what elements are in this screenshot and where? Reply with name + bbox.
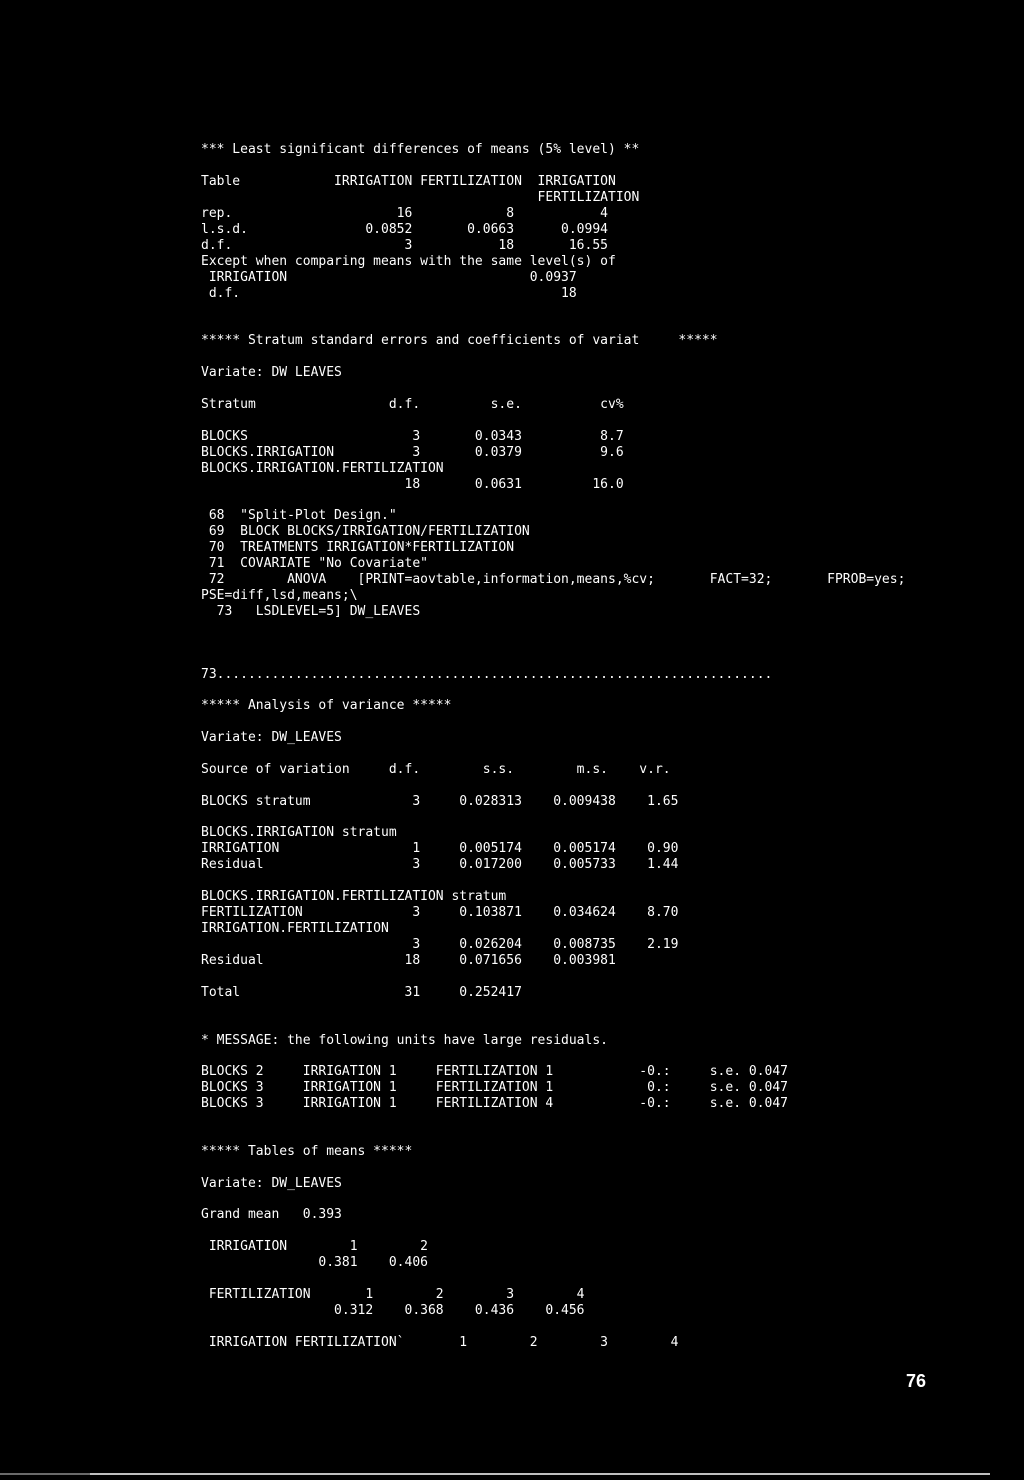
anova-row: BLOCKS stratum 3 0.028313 0.009438 1.65 (201, 794, 679, 809)
anova-row: BLOCKS.IRRIGATION.FERTILIZATION stratum (201, 889, 507, 904)
stratum-variate: Variate: DW LEAVES (201, 365, 342, 380)
anova-row: BLOCKS.IRRIGATION stratum (201, 825, 397, 840)
script-line: 73 LSDLEVEL=5] DW_LEAVES (201, 604, 421, 619)
anova-row: Source of variation d.f. s.s. m.s. v.r. (201, 762, 671, 777)
stratum-row: BLOCKS 3 0.0343 8.7 (201, 429, 624, 444)
residual-row: BLOCKS 3 IRRIGATION 1 FERTILIZATION 4 -0.: s.e. 0.047 (201, 1096, 788, 1111)
means-heading: ***** Tables of means ***** (201, 1144, 413, 1159)
grand-mean: Grand mean 0.393 (201, 1207, 342, 1222)
anova-heading: ***** Analysis of variance ***** (201, 698, 452, 713)
means-row: FERTILIZATION 1 2 3 4 (201, 1287, 585, 1302)
anova-row: Total 31 0.252417 (201, 985, 522, 1000)
script-line: 71 COVARIATE "No Covariate" (201, 556, 428, 571)
script-line: PSE=diff,lsd,means;\ (201, 588, 358, 603)
means-row: 0.381 0.406 (201, 1255, 428, 1270)
lsd-row: FERTILIZATION (201, 190, 640, 205)
stratum-row: Stratum d.f. s.e. cv% (201, 397, 624, 412)
page-number: 76 (906, 1371, 927, 1391)
anova-row: Residual 3 0.017200 0.005733 1.44 (201, 857, 679, 872)
stratum-row: BLOCKS.IRRIGATION.FERTILIZATION (201, 461, 444, 476)
bottom-rule (90, 1473, 990, 1475)
anova-row: FERTILIZATION 3 0.103871 0.034624 8.70 (201, 905, 679, 920)
means-row: 0.312 0.368 0.436 0.456 (201, 1303, 585, 1318)
lsd-row: Table IRRIGATION FERTILIZATION IRRIGATION (201, 174, 616, 189)
anova-row: IRRIGATION 1 0.005174 0.005174 0.90 (201, 841, 679, 856)
lsd-row: d.f. 18 (201, 286, 577, 301)
anova-row: 3 0.026204 0.008735 2.19 (201, 937, 679, 952)
anova-row: Residual 18 0.071656 0.003981 (201, 953, 616, 968)
residual-row: BLOCKS 2 IRRIGATION 1 FERTILIZATION 1 -0.: s.e. 0.047 (201, 1064, 788, 1079)
residual-row: BLOCKS 3 IRRIGATION 1 FERTILIZATION 1 0.: s.e. 0.047 (201, 1080, 788, 1095)
stratum-heading: ***** Stratum standard errors and coefficients of variat ***** (201, 333, 718, 348)
anova-variate: Variate: DW_LEAVES (201, 730, 342, 745)
script-line: 68 "Split-Plot Design." (201, 508, 397, 523)
dotted-separator: 73....................................................................... (201, 667, 773, 682)
lsd-row: Except when comparing means with the same level(s) of (201, 254, 616, 269)
lsd-heading: *** Least significant differences of means (5% level) ** (201, 142, 640, 157)
bottom-rule-left (0, 1473, 90, 1475)
means-row: IRRIGATION 1 2 (201, 1239, 428, 1254)
script-line: 69 BLOCK BLOCKS/IRRIGATION/FERTILIZATION (201, 524, 530, 539)
means-variate: Variate: DW_LEAVES (201, 1176, 342, 1191)
script-line: 70 TREATMENTS IRRIGATION*FERTILIZATION (201, 540, 515, 555)
lsd-row: rep. 16 8 4 (201, 206, 608, 221)
lsd-row: l.s.d. 0.0852 0.0663 0.0994 (201, 222, 608, 237)
lsd-row: IRRIGATION 0.0937 (201, 270, 577, 285)
anova-row: IRRIGATION.FERTILIZATION (201, 921, 389, 936)
means-row: IRRIGATION FERTILIZATION` 1 2 3 4 (201, 1335, 679, 1350)
message-heading: * MESSAGE: the following units have large residuals. (201, 1033, 608, 1048)
stratum-row: BLOCKS.IRRIGATION 3 0.0379 9.6 (201, 445, 624, 460)
script-line: 72 ANOVA [PRINT=aovtable,information,means,%cv; FACT=32; FPROB=yes; (201, 572, 906, 587)
stratum-row: 18 0.0631 16.0 (201, 477, 624, 492)
lsd-row: d.f. 3 18 16.55 (201, 238, 608, 253)
